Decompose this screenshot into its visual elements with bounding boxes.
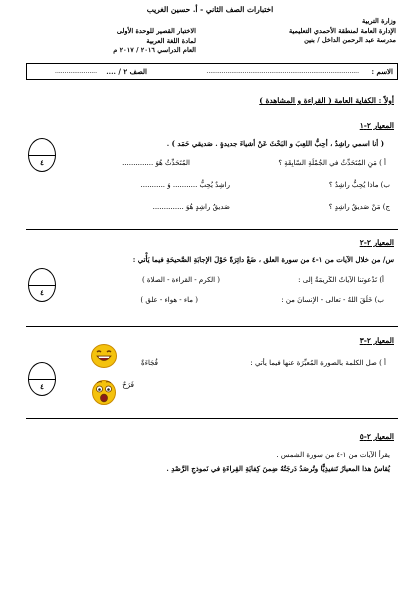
section1-answer-c[interactable]: صَديقُ راشِدٍ هُوَ ..............	[152, 203, 230, 211]
section1-score: ٤	[40, 158, 44, 167]
page-top-title: اختبارات الصف الثاني - أ. حسين الغريب	[146, 5, 274, 14]
section2-score-oval	[28, 268, 56, 302]
header-left-line-2: لمادة اللغة العربية	[146, 36, 196, 45]
section2-item-1-options[interactable]: ( الكرم - القراءة - الصلاة )	[141, 276, 220, 284]
section4-criterion: المعيار ٢-٥	[359, 432, 394, 441]
section3-question: أ ) صل الكلمة بالصورة المُعبِّرَة عنها فيما يأتي :	[250, 359, 386, 367]
section1-title: أولاً : الكفاية العامة ( القراءة و المشاهدة )	[259, 96, 394, 105]
class-field[interactable]: ......................	[55, 68, 97, 75]
section1-passage: ( أنا اسمي راشِدٌ ، أحِبُّ اللعِبَ و البَحْثَ عَنْ أشياءَ جديدةٍ . صَديقي حَمَد ) .	[166, 139, 384, 148]
name-field[interactable]: ................................................................................	[206, 68, 359, 75]
section4-line-2: يُقاسُ هذا المعيارُ تَنفيذِيًّا وتُرصَدُ دَرجَتُهُ ضِمنَ كِفايَةِ القِراءَةِ في نَموذجِ الرَّصْدِ .	[166, 464, 390, 473]
section1-question-c: ج) مَنْ صَديقُ راشِدٍ ؟	[328, 203, 390, 211]
section2-criterion: المعيار ٢-٢	[359, 238, 394, 247]
class-label: الصف ٢ / ....	[106, 67, 147, 76]
section3-word-1[interactable]: فُجَاءَةٌ	[141, 359, 158, 367]
section1-question-a: أ ) مَنِ المُتَحَدِّثُ في الجُمْلَةِ السّابِقَةِ ؟	[278, 159, 386, 167]
section3-score: ٤	[40, 382, 44, 391]
header-exam-info	[113, 27, 196, 56]
section1-criterion: المعيار ٢-١	[359, 121, 394, 130]
header-ministry	[289, 17, 396, 46]
section-divider-1	[26, 229, 398, 230]
header-right-line-3: مدرسة عبد الرحمن الداخل / بنين	[304, 36, 396, 45]
surprised-emoji-icon[interactable]	[91, 378, 117, 406]
section4-line-1: يقرأ الآيات من ١-٤ من سورة الشمس .	[276, 451, 390, 459]
name-label: الاسم :	[371, 67, 393, 76]
section2-item-1: أ) تَدْعوتنا الآياتُ الكَريمَةُ إلى :	[298, 276, 384, 284]
section2-question: س/ من خلال الآيات من ١-٤ من سورة العلق ، ضَعْ دائِرَةً حَوْلَ الإجابَةِ الصَّحيحَةِ فيما يَأْتي :	[132, 255, 394, 264]
student-info-box	[26, 63, 398, 80]
header-left-line-3: العام الدراسي ٢٠١٦ / ٢٠١٧ م	[113, 46, 196, 55]
section1-answer-a[interactable]: المُتَحَدِّثُ هُوَ ..............	[122, 159, 190, 167]
header-right-line-2: الإدارة العامة لمنطقة الأحمدي التعليمية	[289, 26, 396, 35]
section2-score: ٤	[40, 288, 44, 297]
header-left-line-1: الاختبار القصير للوحدة الأولى	[116, 27, 196, 35]
section1-question-b: ب) ماذا يُحِبُّ راشِدٌ ؟	[328, 181, 390, 189]
section3-word-2[interactable]: فَرَحٌ	[122, 381, 134, 389]
section1-answer-b[interactable]: راشِدٌ يُحِبُّ ........... وَ ...........	[140, 181, 230, 189]
header-right-line-1: وزارة التربية	[362, 17, 396, 25]
section2-item-2: ب) خَلَقَ اللهُ - تعالى - الإنسانَ من :	[281, 296, 384, 304]
section2-item-2-options[interactable]: ( ماء - هواء - علق )	[140, 296, 198, 304]
section3-score-oval	[28, 362, 56, 396]
section-divider-2	[26, 326, 398, 327]
section3-criterion: المعيار ٢-٣	[359, 336, 394, 345]
section-divider-3	[26, 418, 398, 419]
laughing-emoji-icon[interactable]	[90, 343, 118, 369]
section1-score-oval	[28, 138, 56, 172]
